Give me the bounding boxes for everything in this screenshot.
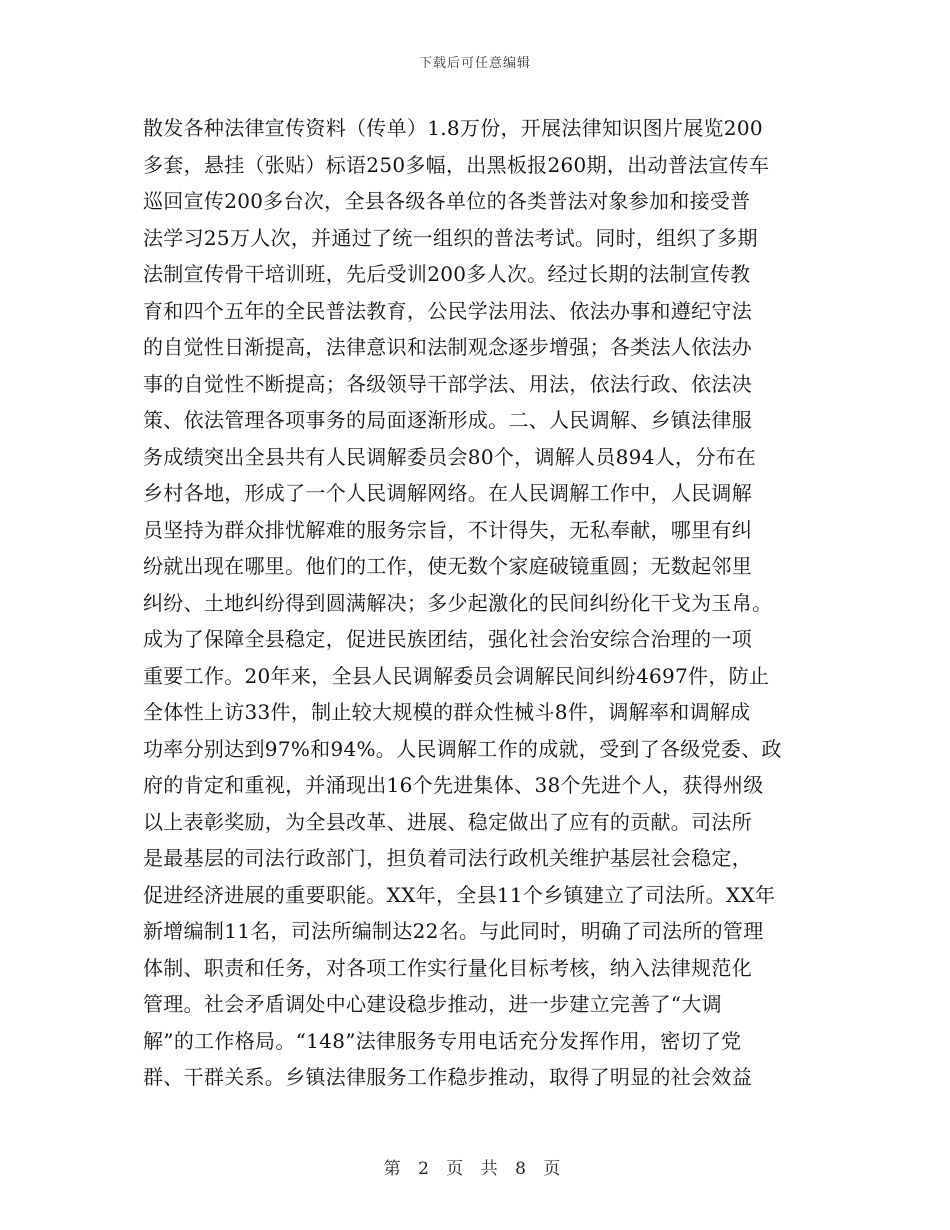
body-line: 纷就出现在哪里。他们的工作，使无数个家庭破镜重圆；无数起邻里: [143, 554, 752, 578]
body-line: 法学习25万人次，并通过了统一组织的普法考试。同时，组织了多期: [143, 225, 758, 250]
body-line: 纠纷、土地纠纷得到圆满解决；多少起激化的民间纠纷化干戈为玉帛。: [143, 590, 773, 615]
body-line: 群、干群关系。乡镇法律服务工作稳步推动，取得了明显的社会效益: [143, 1065, 752, 1089]
body-line: 体制、职责和任务，对各项工作实行量化目标考核，纳入法律规范化: [143, 955, 752, 980]
body-line: 员坚持为群众排忧解难的服务宗旨，不计得失，无私奉献，哪里有纠: [143, 517, 752, 542]
body-line: 务成绩突出全县共有人民调解委员会80个，调解人员894人，分布在: [143, 444, 757, 469]
document-body: [143, 110, 811, 1096]
body-line: 促进经济进展的重要职能。XX年，全县11个乡镇建立了司法所。XX年: [143, 882, 776, 907]
body-line: 策、依法管理各项事务的局面逐渐形成。二、人民调解、乡镇法律服: [143, 408, 752, 432]
body-line: 新增编制11名，司法所编制达22名。与此同时，明确了司法所的管理: [143, 919, 764, 943]
body-line: 全体性上访33件，制止较大规模的群众性械斗8件，调解率和调解成: [143, 700, 751, 724]
page-header-note: 下载后可任意编辑: [418, 56, 531, 71]
body-line: 乡村各地，形成了一个人民调解网络。在人民调解工作中，人民调解: [143, 481, 752, 505]
body-line: 是最基层的司法行政部门，担负着司法行政机关维护基层社会稳定，: [143, 846, 752, 870]
body-line: 育和四个五年的全民普法教育，公民学法用法、依法办事和遵纪守法: [143, 298, 752, 323]
body-line: 管理。社会矛盾调处中心建设稳步推动，进一步建立完善了“大调: [143, 992, 722, 1016]
body-line: 多套，悬挂（张贴）标语250多幅，出黑板报260期，出动普法宣传车: [143, 152, 770, 177]
body-line: 散发各种法律宣传资料（传单）1.8万份，开展法律知识图片展览200: [143, 116, 763, 140]
body-line: 的自觉性日渐提高，法律意识和法制观念逐步增强；各类法人依法办: [143, 335, 752, 359]
body-line: 以上表彰奖励，为全县改革、进展、稳定做出了应有的贡献。司法所: [143, 809, 752, 834]
body-line: 解”的工作格局。“148”法律服务专用电话充分发挥作用，密切了党: [143, 1028, 742, 1053]
body-line: 巡回宣传200多台次，全县各级各单位的各类普法对象参加和接受普: [143, 189, 751, 213]
body-line: 功率分别达到97%和94%。人民调解工作的成就，受到了各级党委、政: [143, 736, 782, 761]
body-line: 事的自觉性不断提高；各级领导干部学法、用法，依法行政、依法决: [143, 371, 752, 396]
body-line: 府的肯定和重视，并涌现出16个先进集体、38个先进个人，获得州级: [143, 773, 764, 797]
body-line: 成为了保障全县稳定，促进民族团结，强化社会治安综合治理的一项: [143, 627, 752, 651]
body-line: 法制宣传骨干培训班，先后受训200多人次。经过长期的法制宣传教: [143, 262, 751, 286]
body-line: 重要工作。20年来，全县人民调解委员会调解民间纠纷4697件，防止: [143, 663, 770, 688]
page-number: 第 2 页 共 8 页: [383, 1159, 567, 1179]
